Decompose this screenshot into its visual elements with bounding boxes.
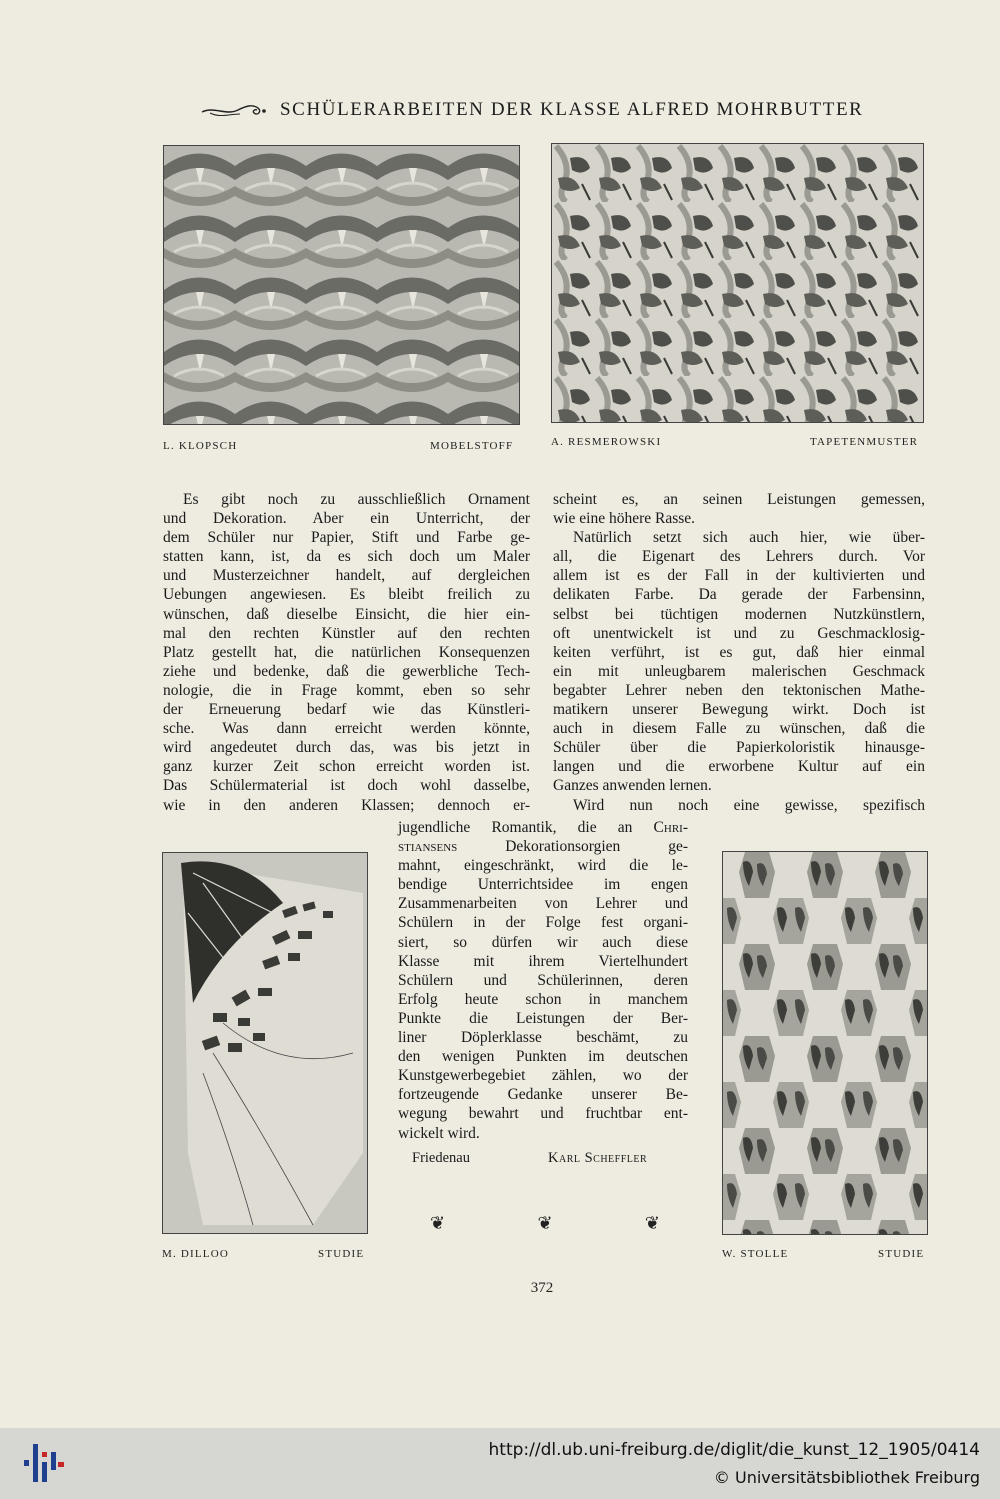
figure-klopsch-fabric <box>163 145 520 425</box>
text-line: wickelt wird. <box>398 1124 480 1142</box>
figure-stolle-study <box>722 851 928 1235</box>
text-line: Punkte die Leistungen der Ber- <box>398 1009 688 1027</box>
figure-resmerowski-wallpaper <box>551 143 924 423</box>
text-line: Das Schülermaterial ist doch wohl dasselbe, <box>163 777 530 795</box>
text-line: auch in diesem Falle zu wünschen, daß die <box>553 720 925 738</box>
caption-artist: A. RESMEROWSKI <box>551 436 662 448</box>
text-fragment: jugendliche Romantik, die an <box>398 819 654 836</box>
text-column-center <box>398 818 688 1143</box>
text-line: bendige Unterrichtsidee im engen <box>398 876 688 894</box>
text-line: Uebungen angewiesen. Es bleibt freilich zu <box>163 586 530 604</box>
text-line: Klasse mit ihrem Viertelhundert <box>398 952 688 970</box>
caption-artist: L. KLOPSCH <box>163 440 238 452</box>
text-line: nologie, die in Frage kommt, eben so sehr <box>163 681 530 699</box>
text-line: ganz kurzer Zeit schon erreicht worden ist. <box>163 758 530 776</box>
text-line: Zusammenarbeiten von Lehrer und <box>398 895 688 913</box>
text-line: scheint es, an seinen Leistungen gemessen, <box>553 491 925 508</box>
text-line: ziehe und bedenke, daß die gewerbliche Tech- <box>163 662 530 680</box>
text-line <box>398 837 688 856</box>
text-line: liner Döplerklasse beschämt, zu <box>398 1029 688 1047</box>
text-line: oft unentwickelt ist und zu Geschmacklosig- <box>553 624 925 642</box>
text-line: allem ist es der Fall in der kultivierten und <box>553 567 925 585</box>
text-line: selbst bei tüchtigen modernen Nutzkünstlern, <box>553 605 925 623</box>
text-line: Schülern und Schülerinnen, deren <box>398 971 688 989</box>
text-column-right <box>553 490 925 815</box>
library-logo-icon <box>20 1440 66 1486</box>
caption-artist: W. STOLLE <box>722 1248 789 1260</box>
page-number: 372 <box>530 1280 554 1296</box>
caption-subject: TAPETENMUSTER <box>810 436 919 448</box>
fleuron-icon: ❦ <box>644 1213 660 1234</box>
text-column-left <box>163 490 530 815</box>
text-line: und Musterzeichner handelt, auf dergleichen <box>163 567 530 585</box>
fleuron-row <box>430 1212 660 1236</box>
person-name: Chri- <box>653 819 688 836</box>
signature-place: Friedenau <box>412 1150 470 1166</box>
text-line: Erfolg heute schon in manchem <box>398 990 688 1008</box>
text-line: Platz gestellt hat, die natürlichen Konsequenzen <box>163 643 530 661</box>
copyright-text: © Universitätsbibliothek Freiburg <box>713 1468 980 1487</box>
source-url-link[interactable]: http://dl.ub.uni-freiburg.de/diglit/die_kunst_12_1905/0414 <box>488 1440 980 1460</box>
text-line: Kunstgewerbegebiet zählen, wo der <box>398 1067 688 1085</box>
text-line: langen und die erworbene Kultur auf ein <box>553 758 925 776</box>
text-line: Schüler über die Papierkoloristik hinausge- <box>553 739 925 757</box>
ornament-icon <box>200 98 268 122</box>
text-line: begabter Lehrer neben den tektonischen Mathe- <box>553 681 925 699</box>
text-line: Es gibt noch zu ausschließlich Ornament <box>183 491 530 508</box>
text-line: der Erneuerung bedarf wie das Künstleri- <box>163 701 530 719</box>
text-line: delikaten Farbe. Da gerade der Farbensinn, <box>553 586 925 604</box>
text-line: wie in den anderen Klassen; dennoch er- <box>163 796 530 814</box>
person-name: stiansens <box>398 838 458 856</box>
text-line: statten kann, ist, da es sich doch um Maler <box>163 548 530 566</box>
fleuron-icon: ❦ <box>430 1213 446 1234</box>
text-line: wegung bewahrt und fruchtbar ent- <box>398 1105 688 1123</box>
text-line: mahnt, eingeschränkt, wird die le- <box>398 857 688 875</box>
caption-subject: MOBELSTOFF <box>430 440 514 452</box>
text-line: mal den rechten Künstler auf den rechten <box>163 624 530 642</box>
text-line: all, die Eigenart des Lehrers durch. Vor <box>553 548 925 566</box>
text-line: Natürlich setzt sich auch hier, wie über- <box>573 529 925 547</box>
text-line: wünschen, daß dieselbe Einsicht, die hier ein- <box>163 605 530 623</box>
text-line: den wenigen Punkten im deutschen <box>398 1048 688 1066</box>
fleuron-icon: ❦ <box>537 1213 553 1234</box>
text-line: fortzeugende Gedanke unserer Be- <box>398 1086 688 1104</box>
text-line: dem Schüler nur Papier, Stift und Farbe ge- <box>163 529 530 547</box>
page-title: SCHÜLERARBEITEN DER KLASSE ALFRED MOHRBUTTER <box>280 99 864 120</box>
text-line: keiten verführt, ist es gut, daß hier einmal <box>553 643 925 661</box>
running-header <box>200 95 900 125</box>
text-line: Ganzes anwenden lernen. <box>553 777 712 795</box>
footer-bar <box>0 1428 1000 1499</box>
text-line: Wird nun noch eine gewisse, spezifisch <box>573 796 925 814</box>
text-line: matikern unserer Bewegung wirkt. Doch ist <box>553 701 925 719</box>
text-line: ein mit unleugbarem malerischen Geschmack <box>553 662 925 680</box>
caption-artist: M. DILLOO <box>162 1248 230 1260</box>
caption-subject: STUDIE <box>878 1248 925 1260</box>
text-fragment: Dekorationsorgien ge- <box>457 838 688 856</box>
signature-author: Karl Scheffler <box>548 1150 648 1166</box>
text-line: Schülern in der Folge fest organi- <box>398 914 688 932</box>
text-line: und Dekoration. Aber ein Unterricht, der <box>163 510 530 528</box>
figure-dilloo-study <box>162 852 368 1234</box>
text-line <box>398 818 688 837</box>
text-line: wie eine höhere Rasse. <box>553 510 696 528</box>
text-line: wird angedeutet durch das, was bis jetzt in <box>163 739 530 757</box>
text-line: siert, so dürfen wir auch diese <box>398 933 688 951</box>
caption-subject: STUDIE <box>318 1248 365 1260</box>
text-line: sche. Was dann erreicht werden könnte, <box>163 720 530 738</box>
